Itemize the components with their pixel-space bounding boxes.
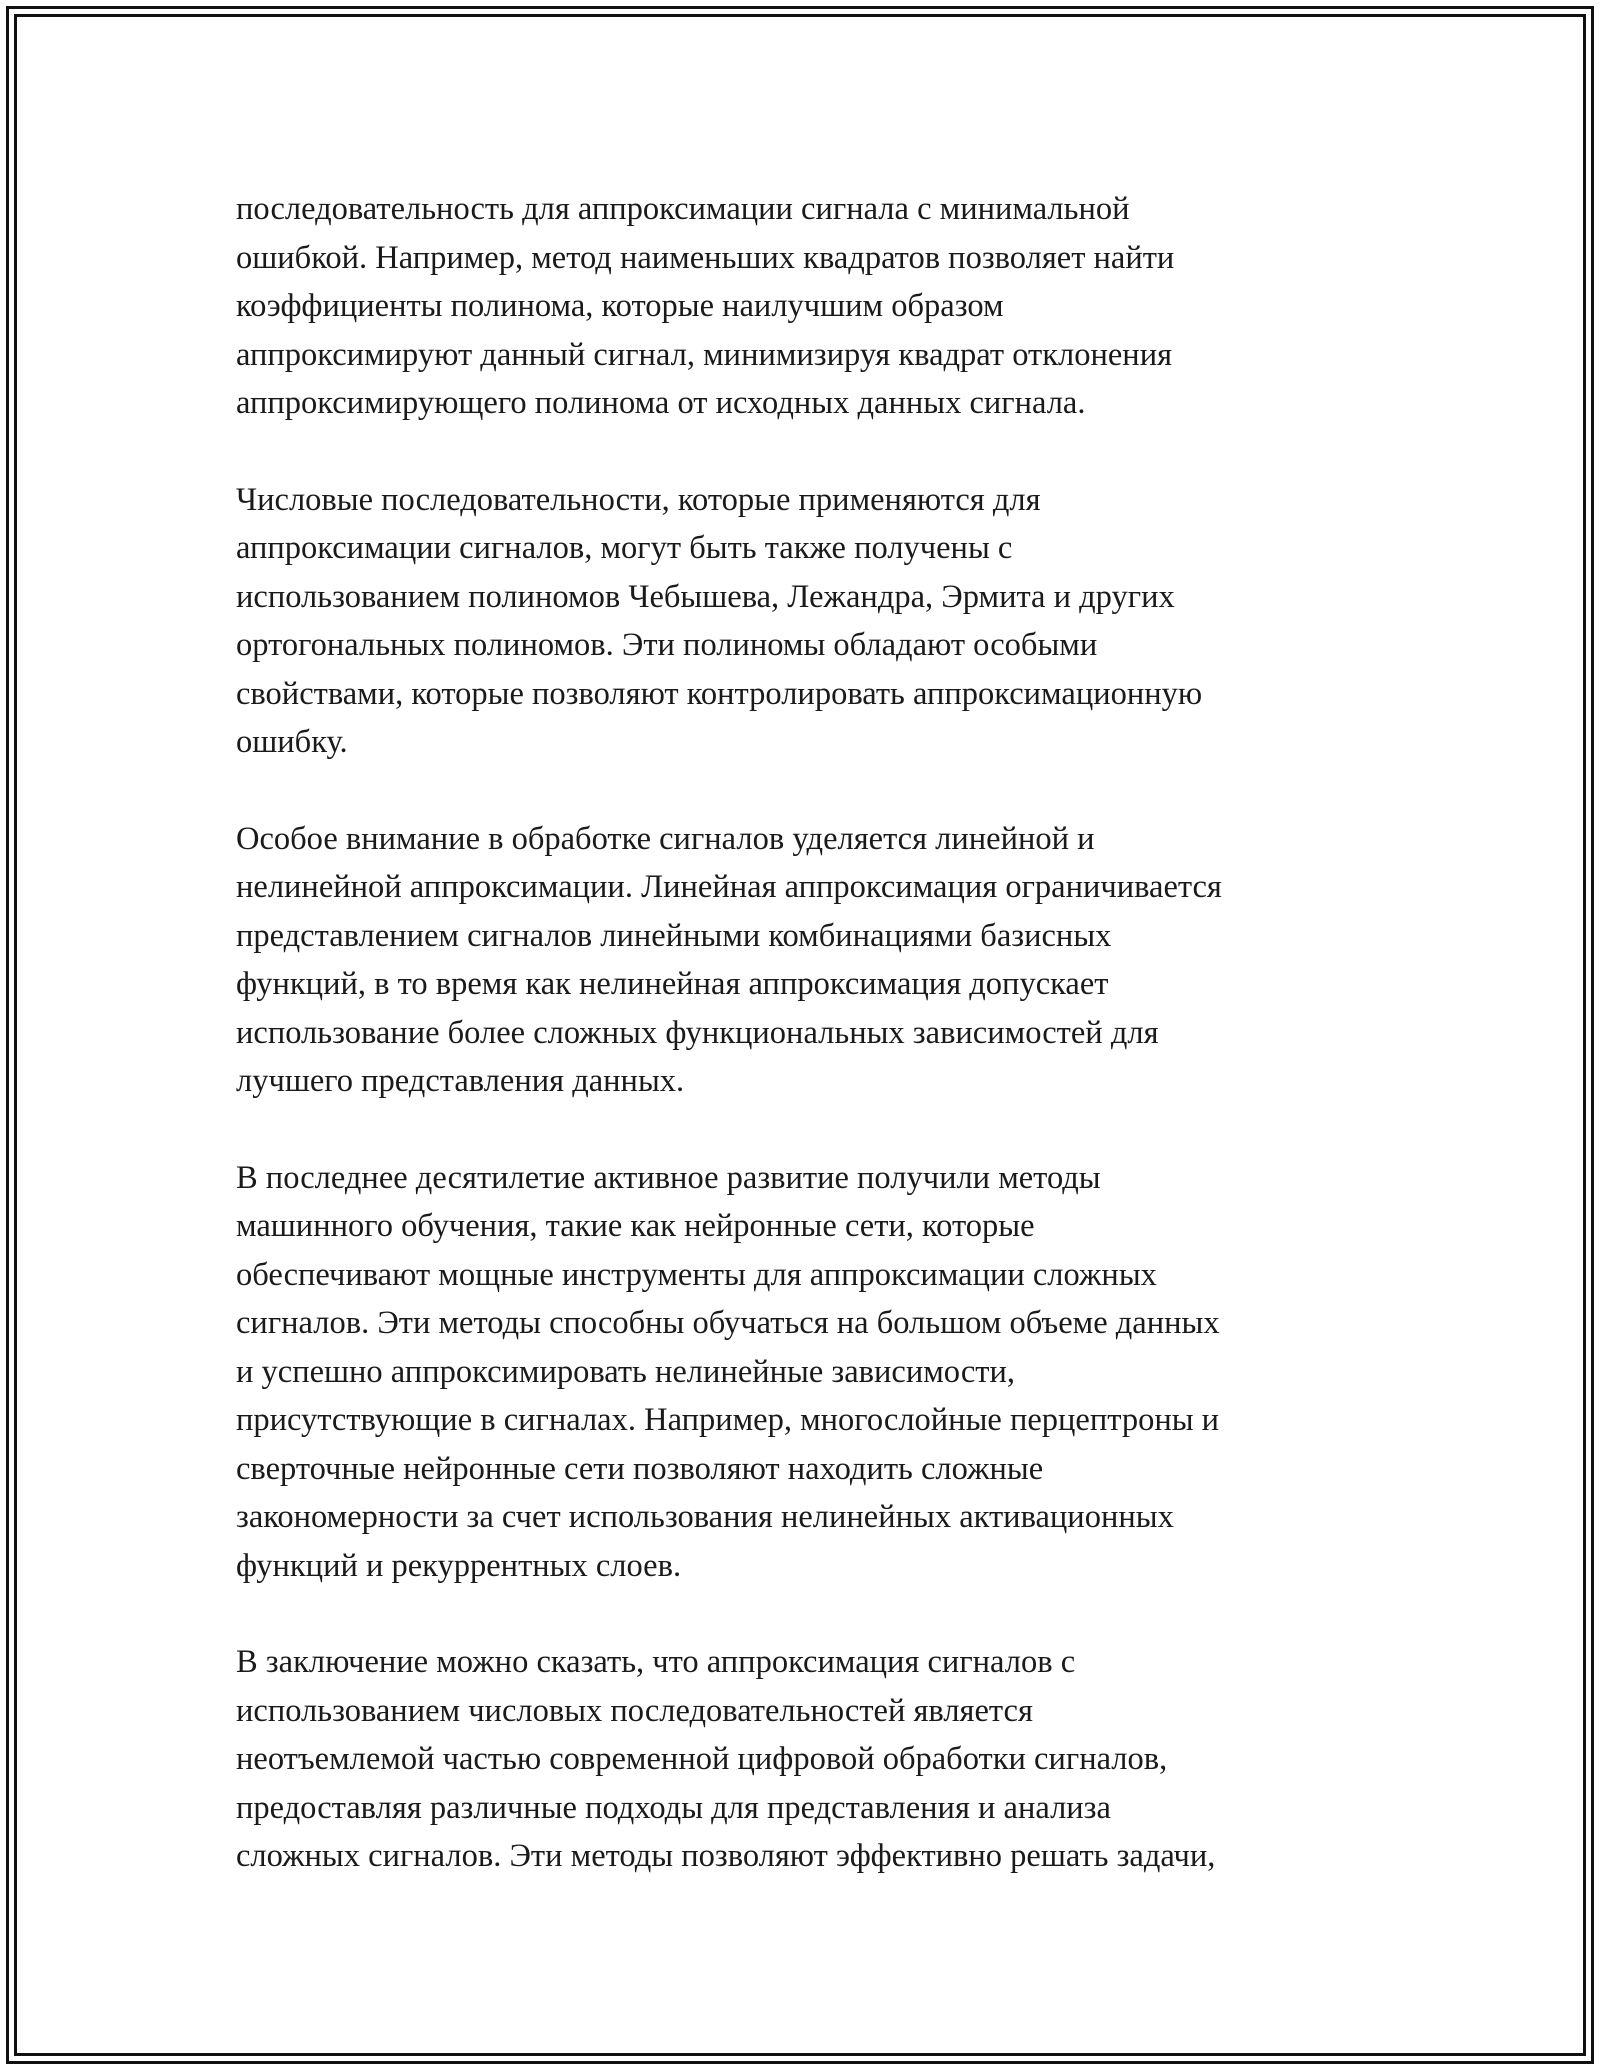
paragraph-machine-learning: В последнее десятилетие активное развитие получили методы машинного обучения, такие как нейронные сети, которые обеспечивают мощные инструменты для аппроксимации сложных сигналов. Эти методы способны обучаться на большом объеме данных и успешно аппроксимировать нелинейные зависимости, присутствующие в сигналах. Например, многослойные перцептроны и сверточные нейронные сети позволяют находить сложные закономерности за счет использования нелинейных активационных функций и рекуррентных слоев. bbox=[236, 1159, 1220, 1584]
document-body bbox=[236, 185, 1366, 1929]
paragraph-linear-nonlinear: Особое внимание в обработке сигналов уделяется линейной и нелинейной аппроксимации. Линейная аппроксимация ограничивается представлением сигналов линейными комбинациями базисных функций, в то время как нелинейная аппроксимация допускает использование более сложных функциональных зависимостей для лучшего представления данных. bbox=[236, 820, 1222, 1099]
paragraph-least-squares: последовательность для аппроксимации сигнала с минимальной ошибкой. Например, метод наименьших квадратов позволяет найти коэффициенты полинома, которые наилучшим образом аппроксимируют данный сигнал, минимизируя квадрат отклонения аппроксимирующего полинома от исходных данных сигнала. bbox=[236, 191, 1175, 421]
paragraph-conclusion: В заключение можно сказать, что аппроксимация сигналов с использованием числовых последовательностей является неотъемлемой частью современной цифровой обработки сигналов, предоставляя различные подходы для представления и анализа сложных сигналов. Эти методы позволяют эффективно решать задачи, bbox=[236, 1644, 1216, 1874]
paragraph-orthogonal-polynomials: Числовые последовательности, которые применяются для аппроксимации сигналов, могут быть также получены с использованием полиномов Чебышева, Лежандра, Эрмита и других ортогональных полиномов. Эти полиномы обладают особыми свойствами, которые позволяют контролировать аппроксимационную ошибку. bbox=[236, 481, 1203, 760]
